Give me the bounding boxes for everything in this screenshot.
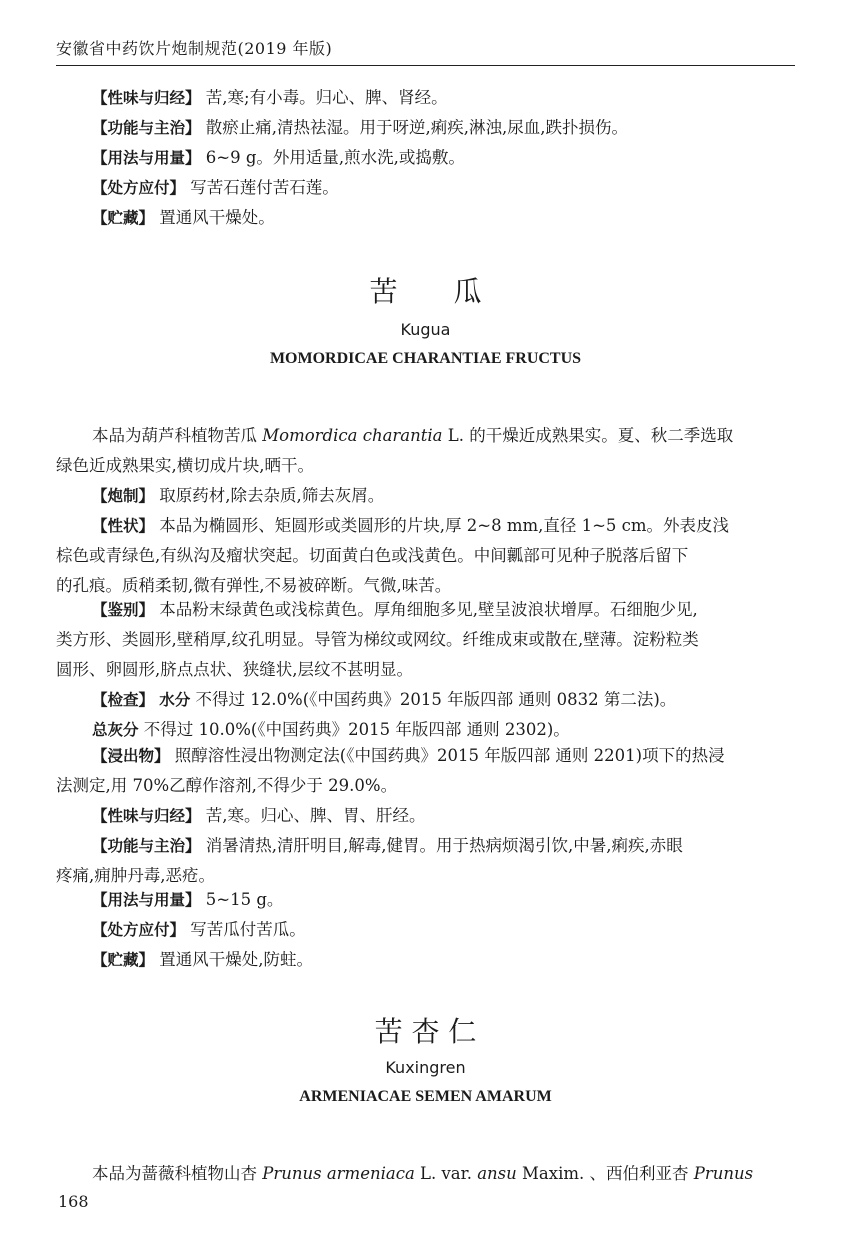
kugua-function-line-1	[92, 834, 796, 858]
dosage-text: 5~15 g。	[205, 890, 284, 909]
top-prescription-line	[92, 176, 796, 200]
identification-text: 本品粉末绿黄色或浅棕黄色。厚角细胞多见,壁呈波浪状增厚。石细胞少见,	[159, 600, 698, 619]
dosage-text: 6~9 g。外用适量,煎水洗,或捣敷。	[205, 148, 465, 167]
kugua-identification-line-1	[92, 598, 796, 622]
kugua-title: 苦 瓜	[369, 275, 482, 308]
kugua-intro-line-1	[92, 424, 796, 448]
kugua-function-line-2: 疼痛,痈肿丹毒,恶疮。	[56, 866, 215, 885]
kugua-identification-line-2: 类方形、类圆形,壁稍厚,纹孔明显。导管为梯纹或网纹。纤维成束或散在,壁薄。淀粉粒类	[56, 630, 699, 649]
extract-label: 【浸出物】	[92, 747, 170, 765]
variety-name: ansu	[477, 1164, 517, 1183]
kugua-prescription-line	[92, 918, 796, 942]
running-header: 安徽省中药饮片炮制规范(2019 年版)	[56, 39, 333, 58]
total-ash-label: 总灰分	[92, 721, 139, 739]
species-name: Momordica charantia	[262, 426, 443, 445]
kugua-processing-line	[92, 484, 796, 508]
kugua-extract-line-1	[92, 744, 796, 768]
kugua-storage-line	[92, 948, 796, 972]
prescription-label: 【处方应付】	[92, 179, 186, 197]
species-name: Prunus armeniaca	[262, 1164, 415, 1183]
header-rule	[56, 65, 795, 66]
top-storage-line	[92, 206, 796, 230]
intro-text-continued: L. var.	[414, 1164, 478, 1183]
moisture-label: 水分	[159, 691, 191, 709]
property-label: 【性味与归经】	[92, 89, 201, 107]
page-number: 168	[58, 1192, 89, 1211]
dosage-label: 【用法与用量】	[92, 891, 201, 909]
processing-label: 【炮制】	[92, 487, 155, 505]
kugua-property-line	[92, 804, 796, 828]
extract-text: 照醇溶性浸出物测定法(《中国药典》2015 年版四部 通则 2201)项下的热浸	[174, 746, 725, 765]
prescription-text: 写苦瓜付苦瓜。	[190, 920, 306, 939]
kuxingren-intro-line-1	[92, 1162, 796, 1186]
intro-text-continued: Maxim. 、西伯利亚杏	[516, 1164, 694, 1183]
kugua-extract-line-2: 法测定,用 70%乙醇作溶剂,不得少于 29.0%。	[56, 776, 398, 795]
property-label: 【性味与归经】	[92, 807, 201, 825]
property-text: 苦,寒。归心、脾、胃、肝经。	[205, 806, 426, 825]
kuxingren-title: 苦 杏 仁	[374, 1015, 477, 1048]
description-text: 本品为椭圆形、矩圆形或类圆形的片块,厚 2~8 mm,直径 1~5 cm。外表皮浅	[159, 516, 730, 535]
identification-label: 【鉴别】	[92, 601, 155, 619]
prescription-label: 【处方应付】	[92, 921, 186, 939]
top-property-line	[92, 86, 796, 110]
kugua-intro-line-2: 绿色近成熟果实,横切成片块,晒干。	[56, 456, 314, 475]
storage-text: 置通风干燥处,防蛀。	[159, 950, 314, 969]
kugua-pinyin: Kugua	[400, 320, 451, 339]
kugua-description-line-2: 棕色或青绿色,有纵沟及瘤状突起。切面黄白色或浅黄色。中间瓤部可见种子脱落后留下	[56, 546, 689, 565]
top-dosage-line	[92, 146, 796, 170]
function-label: 【功能与主治】	[92, 837, 201, 855]
intro-text-continued: L. 的干燥近成熟果实。夏、秋二季选取	[442, 426, 734, 445]
species-name: Prunus	[693, 1164, 754, 1183]
intro-text: 本品为葫芦科植物苦瓜	[92, 426, 263, 445]
prescription-text: 写苦石莲付苦石莲。	[190, 178, 339, 197]
kugua-inspection-line	[92, 688, 796, 712]
kuxingren-pinyin: Kuxingren	[385, 1058, 466, 1077]
storage-text: 置通风干燥处。	[159, 208, 275, 227]
kugua-identification-line-3: 圆形、卵圆形,脐点点状、狭缝状,层纹不甚明显。	[56, 660, 413, 679]
storage-label: 【贮藏】	[92, 951, 155, 969]
description-label: 【性状】	[92, 517, 155, 535]
kugua-description-line-1	[92, 514, 796, 538]
kugua-dosage-line	[92, 888, 796, 912]
processing-text: 取原药材,除去杂质,筛去灰屑。	[159, 486, 385, 505]
total-ash-text: 不得过 10.0%(《中国药典》2015 年版四部 通则 2302)。	[143, 720, 570, 739]
function-text: 散瘀止痛,清热祛湿。用于呀逆,痢疾,淋浊,尿血,跌扑损伤。	[205, 118, 628, 137]
storage-label: 【贮藏】	[92, 209, 155, 227]
inspection-label: 【检查】	[92, 691, 155, 709]
kuxingren-latin-name: ARMENIACAE SEMEN AMARUM	[299, 1088, 552, 1105]
kugua-ash-line	[92, 718, 796, 742]
function-label: 【功能与主治】	[92, 119, 201, 137]
dosage-label: 【用法与用量】	[92, 149, 201, 167]
property-text: 苦,寒;有小毒。归心、脾、肾经。	[205, 88, 448, 107]
intro-text: 本品为蔷薇科植物山杏	[92, 1164, 263, 1183]
top-function-line	[92, 116, 796, 140]
function-text: 消暑清热,清肝明目,解毒,健胃。用于热病烦渴引饮,中暑,痢疾,赤眼	[205, 836, 683, 855]
kugua-description-line-3: 的孔痕。质稍柔韧,微有弹性,不易被碎断。气微,味苦。	[56, 576, 452, 595]
kugua-latin-name: MOMORDICAE CHARANTIAE FRUCTUS	[269, 350, 582, 367]
moisture-text: 不得过 12.0%(《中国药典》2015 年版四部 通则 0832 第二法)。	[195, 690, 677, 709]
